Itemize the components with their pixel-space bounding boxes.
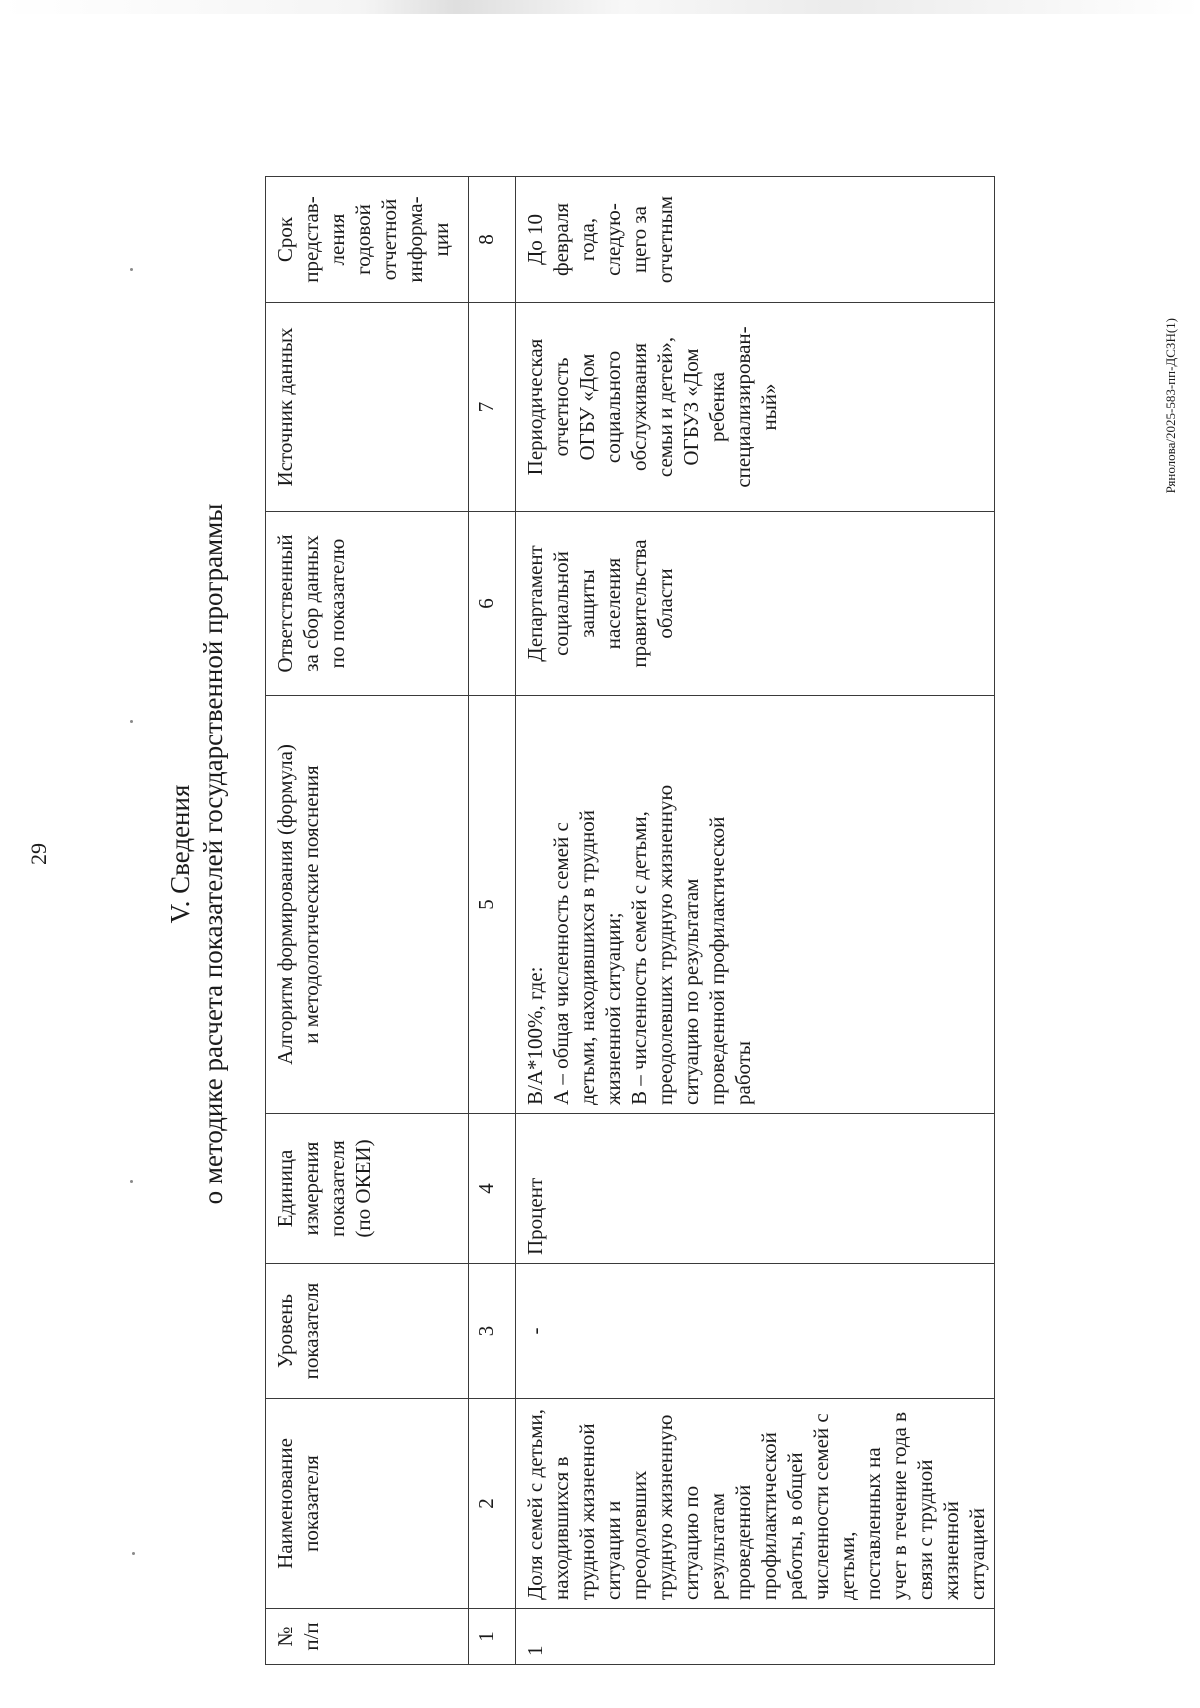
header-cell-deadline: Срок представ- ления годовой отчетной информа- ции bbox=[266, 177, 469, 303]
indicator-algorithm: В/А*100%, где: А – общая численность семей с детьми, находившихся в трудной жизненной ситуации; В – численность семей с детьми, преодолевших трудную жизненную ситуацию по результатам проведенной профилактической работы bbox=[516, 696, 995, 1114]
column-number: 5 bbox=[469, 696, 516, 1114]
column-number: 8 bbox=[469, 177, 516, 303]
data-source: Периодическая отчетность ОГБУ «Дом социального обслуживания семьи и детей», ОГБУЗ «Дом ребенка специализирован- ный» bbox=[516, 303, 995, 512]
column-number-row bbox=[469, 177, 516, 1665]
column-number: 2 bbox=[469, 1399, 516, 1609]
column-number: 7 bbox=[469, 303, 516, 512]
submission-deadline: До 10 февраля года, следую- щего за отчетным bbox=[516, 177, 995, 303]
row-number: 1 bbox=[516, 1609, 995, 1665]
header-cell-indicator-name: Наименование показателя bbox=[266, 1399, 469, 1609]
indicator-methodology-table bbox=[265, 176, 995, 1665]
section-title: V. Сведения bbox=[165, 784, 195, 924]
indicator-unit: Процент bbox=[516, 1114, 995, 1264]
page-number: 29 bbox=[26, 843, 51, 865]
header-cell-indicator-level: Уровень показателя bbox=[266, 1264, 469, 1399]
table-row bbox=[516, 177, 995, 1665]
column-number: 3 bbox=[469, 1264, 516, 1399]
header-cell-number: № п/п bbox=[266, 1609, 469, 1665]
responsible-party: Департамент социальной защиты населения правительства области bbox=[516, 512, 995, 696]
header-cell-responsible: Ответственный за сбор данных по показателю bbox=[266, 512, 469, 696]
document-reference: Рянолова/2025-583-пп-ДСЗН(1) bbox=[1163, 318, 1178, 494]
indicator-level: - bbox=[516, 1264, 995, 1399]
indicator-name: Доля семей с детьми, находившихся в трудной жизненной ситуации и преодолевших трудную жизненную ситуацию по результатам проведенной профилактической работы, в общей численности семей с детьми, поставленных на учет в течение года в связи с трудной жизненной ситуацией bbox=[516, 1399, 995, 1609]
header-cell-algorithm: Алгоритм формирования (формула) и методологические пояснения bbox=[266, 696, 469, 1114]
header-cell-data-source: Источник данных bbox=[266, 303, 469, 512]
column-number: 6 bbox=[469, 512, 516, 696]
column-number: 4 bbox=[469, 1114, 516, 1264]
section-subtitle: о методике расчета показателей государственной программы bbox=[198, 503, 228, 1205]
header-cell-unit: Единица измерения показателя (по ОКЕИ) bbox=[266, 1114, 469, 1264]
column-number: 1 bbox=[469, 1609, 516, 1665]
header-row bbox=[266, 177, 469, 1665]
